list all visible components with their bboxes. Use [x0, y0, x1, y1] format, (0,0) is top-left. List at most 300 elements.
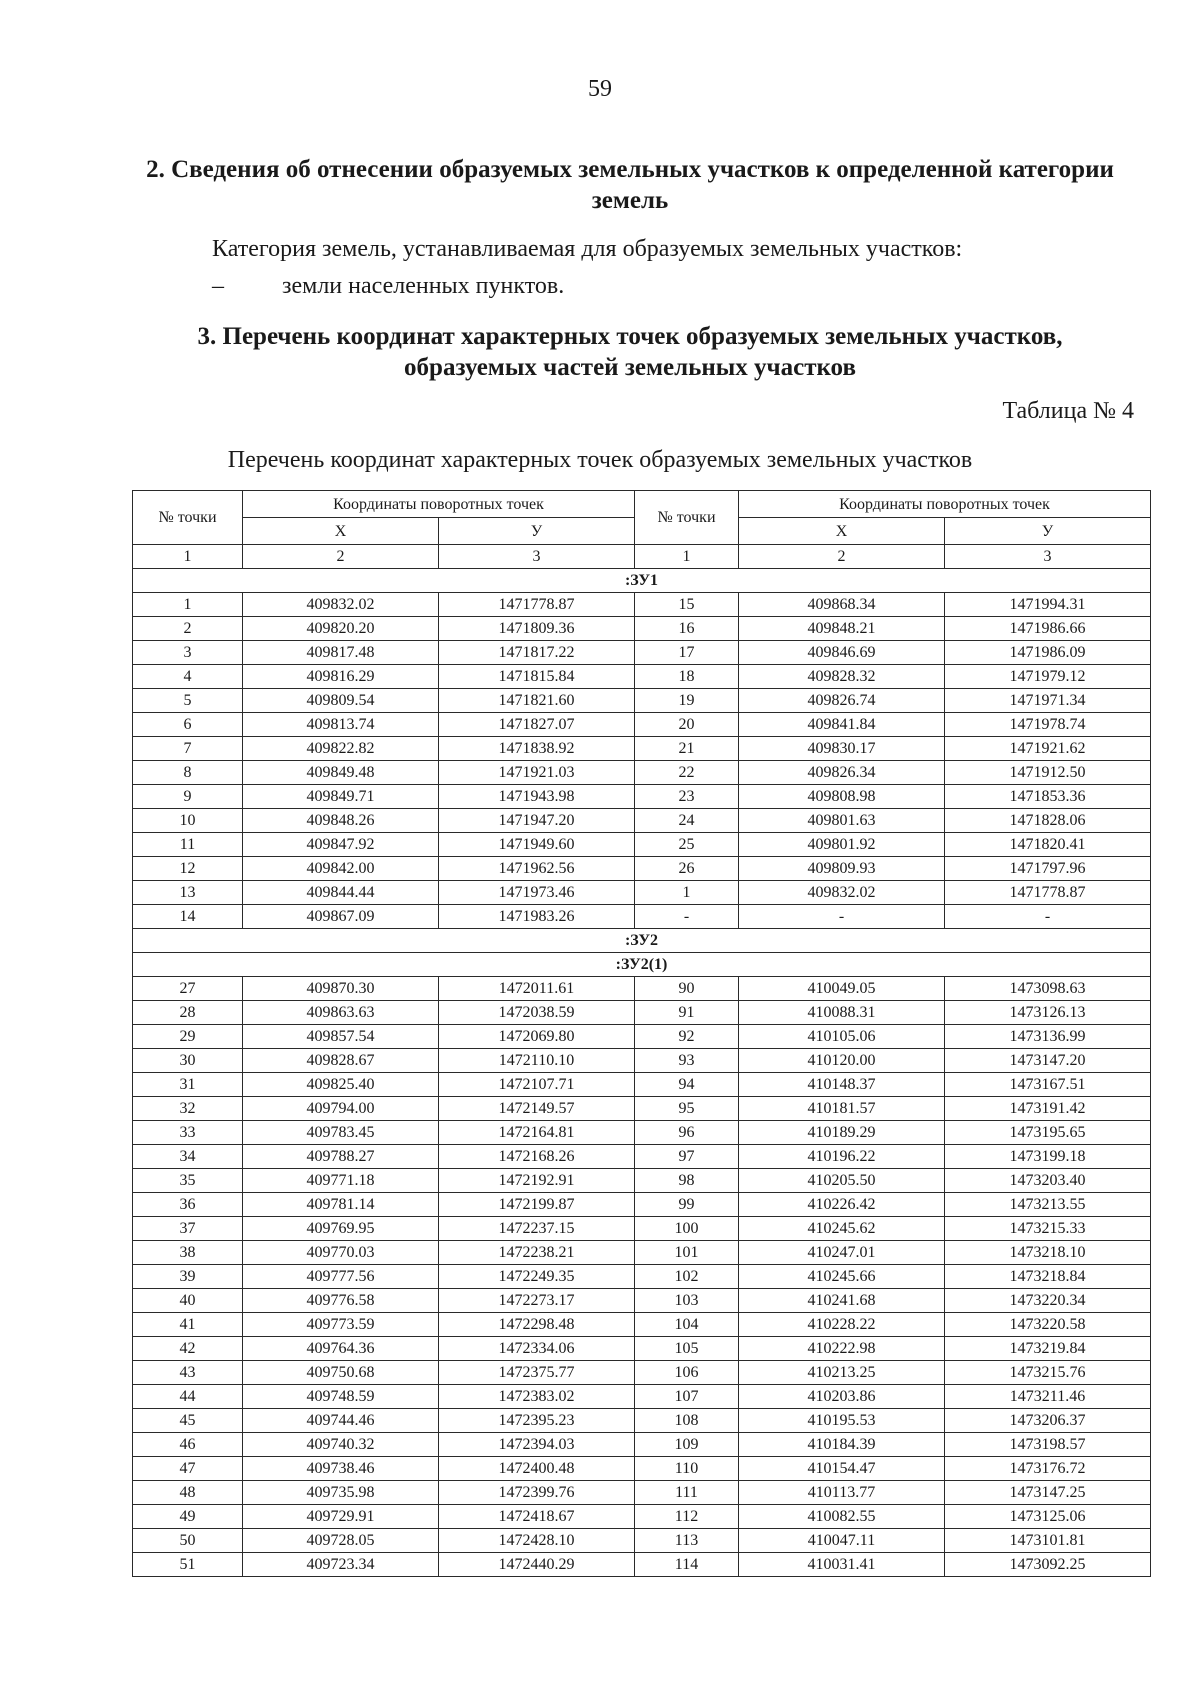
x-coordinate-left: 409748.59 [243, 1385, 439, 1409]
y-coordinate-left: 1472273.17 [439, 1289, 635, 1313]
point-number-right: 107 [635, 1385, 739, 1409]
y-coordinate-right: 1471921.62 [945, 737, 1151, 761]
x-coordinate-right: 409801.92 [739, 833, 945, 857]
coordinates-header-left: Координаты поворотных точек [243, 491, 635, 518]
y-coordinate-left: 1472238.21 [439, 1241, 635, 1265]
x-coordinate-left: 409728.05 [243, 1529, 439, 1553]
x-coordinate-left: 409867.09 [243, 905, 439, 929]
y-coordinate-left: 1471943.98 [439, 785, 635, 809]
coordinates-table-body [133, 569, 1151, 1577]
table-row [133, 1169, 1151, 1193]
y-coordinate-right: 1471979.12 [945, 665, 1151, 689]
table-row [133, 1457, 1151, 1481]
table-row [133, 1337, 1151, 1361]
table-row [133, 1481, 1151, 1505]
x-coordinate-right: 409828.32 [739, 665, 945, 689]
y-coordinate-right: 1473218.10 [945, 1241, 1151, 1265]
x-coordinate-right: 410195.53 [739, 1409, 945, 1433]
table-row [133, 833, 1151, 857]
point-number-right: 108 [635, 1409, 739, 1433]
point-number-right: 15 [635, 593, 739, 617]
x-coordinate-left: 409769.95 [243, 1217, 439, 1241]
point-number-header-left: № точки [133, 491, 243, 545]
x-coordinate-right: 409826.34 [739, 761, 945, 785]
y-coordinate-left: 1471973.46 [439, 881, 635, 905]
point-number-right: 103 [635, 1289, 739, 1313]
point-number-right: 19 [635, 689, 739, 713]
x-coordinate-right: 410120.00 [739, 1049, 945, 1073]
table-row [133, 617, 1151, 641]
y-coordinate-left: 1472199.87 [439, 1193, 635, 1217]
y-coordinate-right: 1473215.33 [945, 1217, 1151, 1241]
y-coordinate-left: 1471809.36 [439, 617, 635, 641]
y-coordinate-right: 1473199.18 [945, 1145, 1151, 1169]
y-coordinate-left: 1472237.15 [439, 1217, 635, 1241]
y-coordinate-left: 1472383.02 [439, 1385, 635, 1409]
y-coordinate-right: 1471820.41 [945, 833, 1151, 857]
point-number-left: 45 [133, 1409, 243, 1433]
point-number-left: 48 [133, 1481, 243, 1505]
table-row [133, 1217, 1151, 1241]
land-category-label: Категория земель, устанавливаемая для образуемых земельных участков: [212, 236, 963, 262]
point-number-left: 12 [133, 857, 243, 881]
point-number-right: 111 [635, 1481, 739, 1505]
x-coordinate-left: 409870.30 [243, 977, 439, 1001]
y-coordinate-left: 1472168.26 [439, 1145, 635, 1169]
y-coordinate-left: 1471949.60 [439, 833, 635, 857]
y-coordinate-right: 1473126.13 [945, 1001, 1151, 1025]
x-coordinate-right: 409832.02 [739, 881, 945, 905]
x-coordinate-left: 409788.27 [243, 1145, 439, 1169]
table-row [133, 1241, 1151, 1265]
x-coordinate-left: 409832.02 [243, 593, 439, 617]
x-coordinate-right: 410148.37 [739, 1073, 945, 1097]
x-coordinate-right: 410113.77 [739, 1481, 945, 1505]
x-coordinate-right: 410245.62 [739, 1217, 945, 1241]
x-coordinate-right: - [739, 905, 945, 929]
x-coordinate-left: 409794.00 [243, 1097, 439, 1121]
y-coordinate-right: 1473211.46 [945, 1385, 1151, 1409]
table-row [133, 1049, 1151, 1073]
x-coordinate-left: 409740.32 [243, 1433, 439, 1457]
point-number-left: 41 [133, 1313, 243, 1337]
point-number-right: 110 [635, 1457, 739, 1481]
x-coordinate-right: 409846.69 [739, 641, 945, 665]
table-title: Перечень координат характерных точек образуемых земельных участков [227, 447, 973, 473]
point-number-header-right: № точки [635, 491, 739, 545]
x-coordinate-left: 409738.46 [243, 1457, 439, 1481]
point-number-left: 3 [133, 641, 243, 665]
table-row [133, 1001, 1151, 1025]
table-row [133, 1313, 1151, 1337]
y-coordinate-left: 1472440.29 [439, 1553, 635, 1577]
x-coordinate-left: 409825.40 [243, 1073, 439, 1097]
table-row [133, 713, 1151, 737]
x-coordinate-left: 409849.48 [243, 761, 439, 785]
table-row [133, 857, 1151, 881]
table-row [133, 689, 1151, 713]
table-row [133, 1025, 1151, 1049]
y-coordinate-left: 1472428.10 [439, 1529, 635, 1553]
point-number-right: 102 [635, 1265, 739, 1289]
point-number-left: 40 [133, 1289, 243, 1313]
point-number-left: 2 [133, 617, 243, 641]
x-coordinate-right: 410245.66 [739, 1265, 945, 1289]
y-header-left: У [439, 518, 635, 545]
y-coordinate-right: 1473167.51 [945, 1073, 1151, 1097]
y-coordinate-left: 1471817.22 [439, 641, 635, 665]
table-row [133, 785, 1151, 809]
parcel-group-title-row [133, 569, 1151, 593]
x-coordinate-left: 409729.91 [243, 1505, 439, 1529]
y-coordinate-right: 1473125.06 [945, 1505, 1151, 1529]
point-number-right: 90 [635, 977, 739, 1001]
x-coordinate-left: 409813.74 [243, 713, 439, 737]
point-number-left: 30 [133, 1049, 243, 1073]
x-header-left: X [243, 518, 439, 545]
y-coordinate-left: 1472298.48 [439, 1313, 635, 1337]
x-coordinate-left: 409776.58 [243, 1289, 439, 1313]
y-coordinate-left: 1472334.06 [439, 1337, 635, 1361]
point-number-left: 7 [133, 737, 243, 761]
x-coordinate-right: 410181.57 [739, 1097, 945, 1121]
y-coordinate-left: 1472394.03 [439, 1433, 635, 1457]
x-coordinate-left: 409735.98 [243, 1481, 439, 1505]
x-coordinate-left: 409816.29 [243, 665, 439, 689]
x-coordinate-left: 409848.26 [243, 809, 439, 833]
point-number-left: 35 [133, 1169, 243, 1193]
table-row [133, 1385, 1151, 1409]
point-number-right: 105 [635, 1337, 739, 1361]
y-coordinate-right: 1473098.63 [945, 977, 1151, 1001]
y-coordinate-right: 1473147.25 [945, 1481, 1151, 1505]
table-row [133, 977, 1151, 1001]
y-coordinate-left: 1471827.07 [439, 713, 635, 737]
point-number-right: 24 [635, 809, 739, 833]
table-row [133, 641, 1151, 665]
x-coordinate-left: 409781.14 [243, 1193, 439, 1217]
x-coordinate-right: 409848.21 [739, 617, 945, 641]
point-number-right: 94 [635, 1073, 739, 1097]
x-coordinate-left: 409863.63 [243, 1001, 439, 1025]
column-index-cell: 1 [133, 545, 243, 569]
y-coordinate-left: 1472069.80 [439, 1025, 635, 1049]
y-coordinate-right: 1473215.76 [945, 1361, 1151, 1385]
point-number-left: 50 [133, 1529, 243, 1553]
y-coordinate-right: 1473092.25 [945, 1553, 1151, 1577]
x-coordinate-left: 409750.68 [243, 1361, 439, 1385]
x-coordinate-right: 410228.22 [739, 1313, 945, 1337]
parcel-part-title: :ЗУ2(1) [133, 953, 1151, 977]
x-coordinate-left: 409770.03 [243, 1241, 439, 1265]
table-row [133, 1505, 1151, 1529]
point-number-right: 104 [635, 1313, 739, 1337]
y-coordinate-right: 1473218.84 [945, 1265, 1151, 1289]
point-number-right: 92 [635, 1025, 739, 1049]
point-number-right: 22 [635, 761, 739, 785]
y-coordinate-right: 1473220.58 [945, 1313, 1151, 1337]
y-coordinate-left: 1472375.77 [439, 1361, 635, 1385]
table-row [133, 1121, 1151, 1145]
table-row [133, 761, 1151, 785]
point-number-left: 42 [133, 1337, 243, 1361]
x-coordinate-left: 409723.34 [243, 1553, 439, 1577]
y-coordinate-left: 1472395.23 [439, 1409, 635, 1433]
y-coordinate-left: 1472038.59 [439, 1001, 635, 1025]
x-coordinate-right: 410222.98 [739, 1337, 945, 1361]
y-coordinate-right: 1471797.96 [945, 857, 1151, 881]
table-row [133, 737, 1151, 761]
y-coordinate-right: 1471978.74 [945, 713, 1151, 737]
y-coordinate-left: 1472107.71 [439, 1073, 635, 1097]
x-coordinate-right: 410049.05 [739, 977, 945, 1001]
y-coordinate-left: 1472400.48 [439, 1457, 635, 1481]
point-number-left: 31 [133, 1073, 243, 1097]
x-coordinate-left: 409777.56 [243, 1265, 439, 1289]
point-number-right: 23 [635, 785, 739, 809]
list-bullet: – [212, 273, 224, 299]
column-index-cell: 3 [439, 545, 635, 569]
y-coordinate-right: 1471778.87 [945, 881, 1151, 905]
x-coordinate-right: 410105.06 [739, 1025, 945, 1049]
x-coordinate-left: 409764.36 [243, 1337, 439, 1361]
point-number-left: 46 [133, 1433, 243, 1457]
table-row [133, 665, 1151, 689]
land-category-value: земли населенных пунктов. [282, 273, 565, 299]
table-number-caption: Таблица № 4 [1002, 398, 1134, 424]
table-row [133, 1097, 1151, 1121]
x-coordinate-right: 410203.86 [739, 1385, 945, 1409]
x-coordinate-right: 409826.74 [739, 689, 945, 713]
column-index-cell: 2 [739, 545, 945, 569]
point-number-left: 13 [133, 881, 243, 905]
y-coordinate-left: 1472249.35 [439, 1265, 635, 1289]
table-row [133, 1409, 1151, 1433]
point-number-right: 114 [635, 1553, 739, 1577]
point-number-left: 8 [133, 761, 243, 785]
point-number-right: 20 [635, 713, 739, 737]
table-row [133, 593, 1151, 617]
point-number-right: 100 [635, 1217, 739, 1241]
y-coordinate-left: 1472011.61 [439, 977, 635, 1001]
point-number-left: 43 [133, 1361, 243, 1385]
y-coordinate-right: 1473136.99 [945, 1025, 1151, 1049]
y-coordinate-right: 1471994.31 [945, 593, 1151, 617]
point-number-right: 25 [635, 833, 739, 857]
table-row [133, 1529, 1151, 1553]
point-number-right: 26 [635, 857, 739, 881]
y-coordinate-right: 1473203.40 [945, 1169, 1151, 1193]
point-number-left: 1 [133, 593, 243, 617]
table-row [133, 1433, 1151, 1457]
x-coordinate-left: 409842.00 [243, 857, 439, 881]
point-number-right: 97 [635, 1145, 739, 1169]
point-number-left: 6 [133, 713, 243, 737]
point-number-left: 34 [133, 1145, 243, 1169]
y-coordinate-right: 1473220.34 [945, 1289, 1151, 1313]
y-coordinate-left: 1472110.10 [439, 1049, 635, 1073]
point-number-left: 47 [133, 1457, 243, 1481]
table-row [133, 1073, 1151, 1097]
y-coordinate-right: 1471986.09 [945, 641, 1151, 665]
point-number-right: 16 [635, 617, 739, 641]
point-number-right: 1 [635, 881, 739, 905]
x-coordinate-right: 409868.34 [739, 593, 945, 617]
table-row [133, 1265, 1151, 1289]
parcel-group-title-row [133, 929, 1151, 953]
y-coordinate-left: 1471921.03 [439, 761, 635, 785]
x-coordinate-right: 410196.22 [739, 1145, 945, 1169]
x-coordinate-left: 409844.44 [243, 881, 439, 905]
y-coordinate-right: 1473213.55 [945, 1193, 1151, 1217]
table-row [133, 1193, 1151, 1217]
y-coordinate-left: 1471962.56 [439, 857, 635, 881]
point-number-left: 49 [133, 1505, 243, 1529]
x-coordinate-right: 409830.17 [739, 737, 945, 761]
y-coordinate-left: 1472192.91 [439, 1169, 635, 1193]
point-number-left: 4 [133, 665, 243, 689]
y-coordinate-right: 1471828.06 [945, 809, 1151, 833]
y-coordinate-right: 1473176.72 [945, 1457, 1151, 1481]
point-number-left: 39 [133, 1265, 243, 1289]
column-index-cell: 1 [635, 545, 739, 569]
y-coordinate-right: - [945, 905, 1151, 929]
table-row [133, 809, 1151, 833]
section-3-heading: 3. Перечень координат характерных точек образуемых земельных участков, образуемых частей земельных участков [197, 323, 1063, 381]
point-number-left: 11 [133, 833, 243, 857]
x-coordinate-right: 410047.11 [739, 1529, 945, 1553]
point-number-left: 51 [133, 1553, 243, 1577]
table-row [133, 881, 1151, 905]
x-coordinate-right: 409801.63 [739, 809, 945, 833]
point-number-right: 112 [635, 1505, 739, 1529]
point-number-left: 38 [133, 1241, 243, 1265]
coordinates-table [132, 490, 1151, 1577]
x-coordinate-left: 409744.46 [243, 1409, 439, 1433]
y-coordinate-left: 1472164.81 [439, 1121, 635, 1145]
y-coordinate-right: 1473195.65 [945, 1121, 1151, 1145]
x-coordinate-left: 409783.45 [243, 1121, 439, 1145]
point-number-left: 5 [133, 689, 243, 713]
parcel-group-title: :ЗУ2 [133, 929, 1151, 953]
y-coordinate-left: 1471838.92 [439, 737, 635, 761]
point-number-left: 10 [133, 809, 243, 833]
point-number-left: 28 [133, 1001, 243, 1025]
table-row [133, 1361, 1151, 1385]
x-coordinate-left: 409820.20 [243, 617, 439, 641]
point-number-right: 93 [635, 1049, 739, 1073]
point-number-right: 17 [635, 641, 739, 665]
point-number-right: 98 [635, 1169, 739, 1193]
point-number-right: 106 [635, 1361, 739, 1385]
table-row [133, 905, 1151, 929]
column-index-row [133, 545, 1151, 569]
point-number-right: 109 [635, 1433, 739, 1457]
x-coordinate-left: 409847.92 [243, 833, 439, 857]
y-coordinate-left: 1471778.87 [439, 593, 635, 617]
table-row [133, 1289, 1151, 1313]
x-coordinate-right: 410031.41 [739, 1553, 945, 1577]
point-number-left: 37 [133, 1217, 243, 1241]
x-coordinate-right: 409809.93 [739, 857, 945, 881]
x-coordinate-right: 410154.47 [739, 1457, 945, 1481]
point-number-right: 113 [635, 1529, 739, 1553]
point-number-left: 14 [133, 905, 243, 929]
point-number-right: 101 [635, 1241, 739, 1265]
x-coordinate-right: 410241.68 [739, 1289, 945, 1313]
table-row [133, 1553, 1151, 1577]
x-coordinate-right: 410184.39 [739, 1433, 945, 1457]
point-number-left: 32 [133, 1097, 243, 1121]
y-coordinate-right: 1471971.34 [945, 689, 1151, 713]
y-coordinate-right: 1471986.66 [945, 617, 1151, 641]
parcel-group-title: :ЗУ1 [133, 569, 1151, 593]
point-number-left: 27 [133, 977, 243, 1001]
point-number-left: 44 [133, 1385, 243, 1409]
y-coordinate-right: 1473147.20 [945, 1049, 1151, 1073]
point-number-right: 18 [635, 665, 739, 689]
point-number-right: 21 [635, 737, 739, 761]
y-coordinate-right: 1473206.37 [945, 1409, 1151, 1433]
x-coordinate-left: 409773.59 [243, 1313, 439, 1337]
y-header-right: У [945, 518, 1151, 545]
x-coordinate-left: 409817.48 [243, 641, 439, 665]
point-number-right: - [635, 905, 739, 929]
x-coordinate-right: 410082.55 [739, 1505, 945, 1529]
x-coordinate-left: 409822.82 [243, 737, 439, 761]
y-coordinate-right: 1473101.81 [945, 1529, 1151, 1553]
y-coordinate-left: 1472149.57 [439, 1097, 635, 1121]
x-coordinate-right: 410088.31 [739, 1001, 945, 1025]
x-coordinate-right: 409841.84 [739, 713, 945, 737]
coordinates-header-right: Координаты поворотных точек [739, 491, 1151, 518]
section-2-heading: 2. Сведения об отнесении образуемых земельных участков к определенной категории земель [146, 156, 1114, 214]
x-coordinate-left: 409809.54 [243, 689, 439, 713]
column-index-cell: 2 [243, 545, 439, 569]
point-number-left: 29 [133, 1025, 243, 1049]
point-number-left: 36 [133, 1193, 243, 1217]
x-coordinate-right: 410247.01 [739, 1241, 945, 1265]
parcel-part-title-row [133, 953, 1151, 977]
x-coordinate-left: 409771.18 [243, 1169, 439, 1193]
point-number-left: 33 [133, 1121, 243, 1145]
x-coordinate-right: 410205.50 [739, 1169, 945, 1193]
x-coordinate-right: 410189.29 [739, 1121, 945, 1145]
x-coordinate-left: 409857.54 [243, 1025, 439, 1049]
y-coordinate-right: 1471912.50 [945, 761, 1151, 785]
point-number-right: 99 [635, 1193, 739, 1217]
y-coordinate-left: 1471947.20 [439, 809, 635, 833]
y-coordinate-right: 1471853.36 [945, 785, 1151, 809]
y-coordinate-right: 1473198.57 [945, 1433, 1151, 1457]
x-coordinate-right: 409808.98 [739, 785, 945, 809]
x-coordinate-left: 409828.67 [243, 1049, 439, 1073]
point-number-right: 91 [635, 1001, 739, 1025]
y-coordinate-left: 1471815.84 [439, 665, 635, 689]
page-number: 59 [588, 76, 612, 102]
y-coordinate-right: 1473191.42 [945, 1097, 1151, 1121]
x-coordinate-right: 410213.25 [739, 1361, 945, 1385]
point-number-right: 95 [635, 1097, 739, 1121]
point-number-left: 9 [133, 785, 243, 809]
table-row [133, 1145, 1151, 1169]
point-number-right: 96 [635, 1121, 739, 1145]
y-coordinate-right: 1473219.84 [945, 1337, 1151, 1361]
y-coordinate-left: 1471983.26 [439, 905, 635, 929]
y-coordinate-left: 1471821.60 [439, 689, 635, 713]
x-coordinate-right: 410226.42 [739, 1193, 945, 1217]
x-coordinate-left: 409849.71 [243, 785, 439, 809]
